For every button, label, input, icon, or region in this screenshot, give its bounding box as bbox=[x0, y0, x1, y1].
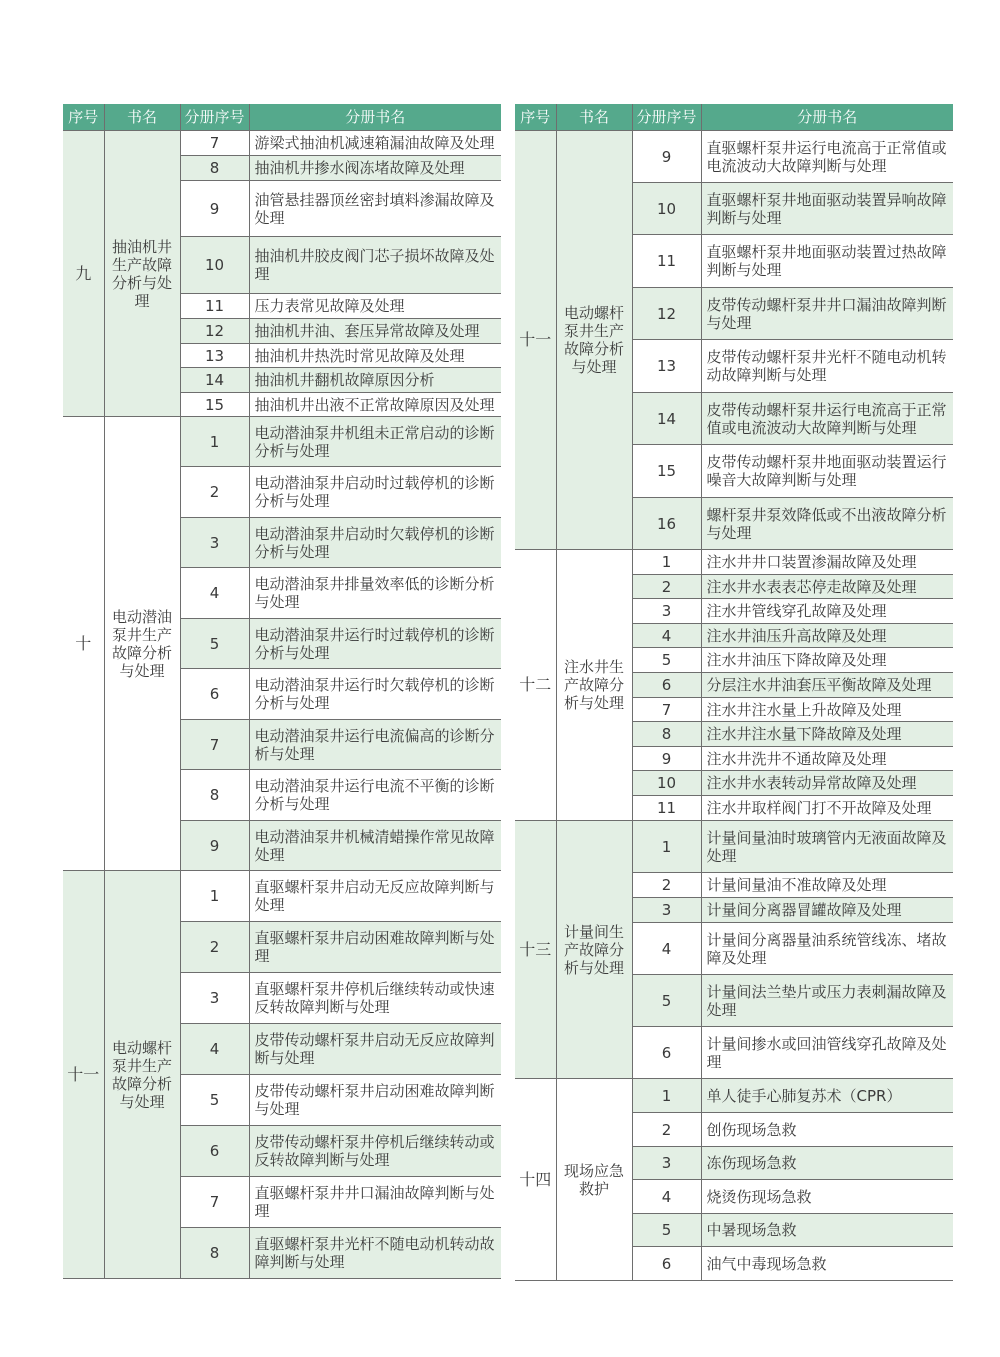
volume-title: 直驱螺杆泵井地面驱动装置异响故障判断与处理 bbox=[701, 183, 953, 235]
volume-number: 7 bbox=[180, 1177, 249, 1228]
volume-title: 中暑现场急救 bbox=[701, 1214, 953, 1247]
volume-title: 抽油机井翻机故障原因分析 bbox=[249, 368, 501, 393]
volume-title: 注水井注水量上升故障及处理 bbox=[701, 698, 953, 722]
volume-title: 直驱螺杆泵井启动困难故障判断与处理 bbox=[249, 922, 501, 973]
volume-title: 皮带传动螺杆泵井停机后继续转动或反转故障判断与处理 bbox=[249, 1126, 501, 1177]
volume-number: 14 bbox=[180, 368, 249, 393]
volume-title: 螺杆泵井泵效降低或不出液故障分析与处理 bbox=[701, 498, 953, 550]
table-row bbox=[63, 131, 501, 156]
volume-number: 10 bbox=[632, 183, 701, 235]
header-book-title: 书名 bbox=[556, 104, 632, 131]
group-book-title: 电动螺杆泵井生产故障分析与处理 bbox=[556, 131, 632, 550]
volume-title: 电动潜油泵井运行电流偏高的诊断分析与处理 bbox=[249, 720, 501, 770]
volume-number: 6 bbox=[632, 1027, 701, 1079]
volume-number: 1 bbox=[180, 871, 249, 922]
table-body bbox=[515, 131, 953, 1281]
volume-number: 11 bbox=[632, 235, 701, 288]
volume-title: 注水井注水量下降故障及处理 bbox=[701, 722, 953, 747]
volume-number: 3 bbox=[632, 898, 701, 923]
volume-title: 注水井油压下降故障及处理 bbox=[701, 648, 953, 673]
volume-title: 计量间分离器量油系统管线冻、堵故障及处理 bbox=[701, 923, 953, 975]
volume-number: 2 bbox=[180, 467, 249, 518]
volume-title: 注水井管线穿孔故障及处理 bbox=[701, 599, 953, 624]
volume-title: 油气中毒现场急救 bbox=[701, 1247, 953, 1281]
table-row bbox=[515, 1079, 953, 1113]
volume-title: 计量间量油不准故障及处理 bbox=[701, 873, 953, 898]
volume-title: 皮带传动螺杆泵井启动无反应故障判断与处理 bbox=[249, 1024, 501, 1075]
volume-number: 4 bbox=[632, 624, 701, 648]
volume-number: 4 bbox=[180, 1024, 249, 1075]
header-volume-title: 分册书名 bbox=[249, 104, 501, 131]
group-number: 九 bbox=[63, 131, 104, 417]
volume-title: 注水井洗井不通故障及处理 bbox=[701, 747, 953, 771]
volume-number: 4 bbox=[180, 568, 249, 619]
volume-number: 5 bbox=[180, 619, 249, 669]
table-row bbox=[63, 417, 501, 467]
group-book-title: 注水井生产故障分析与处理 bbox=[556, 550, 632, 821]
group-number: 十一 bbox=[515, 131, 556, 550]
volume-number: 5 bbox=[180, 1075, 249, 1126]
volume-title: 计量间分离器冒罐故障及处理 bbox=[701, 898, 953, 923]
volume-number: 12 bbox=[632, 288, 701, 340]
volume-number: 8 bbox=[632, 722, 701, 747]
volume-title: 直驱螺杆泵井井口漏油故障判断与处理 bbox=[249, 1177, 501, 1228]
header-number: 序号 bbox=[63, 104, 104, 131]
volume-title: 创伤现场急救 bbox=[701, 1113, 953, 1147]
volume-title: 皮带传动螺杆泵井地面驱动装置运行噪音大故障判断与处理 bbox=[701, 445, 953, 498]
volume-title: 抽油机井油、套压异常故障及处理 bbox=[249, 319, 501, 344]
volume-number: 9 bbox=[180, 821, 249, 871]
table-row bbox=[515, 550, 953, 575]
volume-title: 油管悬挂器顶丝密封填料渗漏故障及处理 bbox=[249, 181, 501, 237]
volume-title: 电动潜油泵井机械清蜡操作常见故障处理 bbox=[249, 821, 501, 871]
volume-title: 抽油机井胶皮阀门芯子损坏故障及处理 bbox=[249, 237, 501, 294]
volume-title: 电动潜油泵井启动时过载停机的诊断分析与处理 bbox=[249, 467, 501, 518]
group-number: 十四 bbox=[515, 1079, 556, 1281]
volume-title: 电动潜油泵井启动时欠载停机的诊断分析与处理 bbox=[249, 518, 501, 568]
volume-title: 皮带传动螺杆泵井运行电流高于正常值或电流波动大故障判断与处理 bbox=[701, 393, 953, 445]
group-number: 十三 bbox=[515, 821, 556, 1079]
volume-title: 注水井取样阀门打不开故障及处理 bbox=[701, 796, 953, 821]
volume-title: 压力表常见故障及处理 bbox=[249, 294, 501, 319]
volume-title: 皮带传动螺杆泵井井口漏油故障判断与处理 bbox=[701, 288, 953, 340]
volume-title: 抽油机井掺水阀冻堵故障及处理 bbox=[249, 156, 501, 181]
volume-number: 6 bbox=[180, 669, 249, 720]
header-volume-title: 分册书名 bbox=[701, 104, 953, 131]
volume-number: 13 bbox=[180, 344, 249, 368]
volume-number: 7 bbox=[180, 720, 249, 770]
volume-number: 15 bbox=[180, 393, 249, 417]
catalog-table-left bbox=[63, 104, 501, 1279]
header-volume-number: 分册序号 bbox=[180, 104, 249, 131]
volume-number: 3 bbox=[180, 973, 249, 1024]
volume-number: 7 bbox=[180, 131, 249, 156]
volume-number: 13 bbox=[632, 340, 701, 393]
volume-number: 1 bbox=[180, 417, 249, 467]
group-book-title: 现场应急救护 bbox=[556, 1079, 632, 1281]
group-book-title: 抽油机井生产故障分析与处理 bbox=[104, 131, 180, 417]
volume-number: 10 bbox=[632, 771, 701, 796]
volume-title: 注水井井口装置渗漏故障及处理 bbox=[701, 550, 953, 575]
volume-number: 14 bbox=[632, 393, 701, 445]
volume-title: 烧烫伤现场急救 bbox=[701, 1180, 953, 1214]
volume-number: 5 bbox=[632, 1214, 701, 1247]
volume-number: 1 bbox=[632, 1079, 701, 1113]
group-number: 十一 bbox=[63, 871, 104, 1279]
volume-number: 8 bbox=[180, 156, 249, 181]
volume-number: 6 bbox=[632, 673, 701, 698]
volume-title: 分层注水井油套压平衡故障及处理 bbox=[701, 673, 953, 698]
volume-title: 注水井水表转动异常故障及处理 bbox=[701, 771, 953, 796]
volume-title: 抽油机井热洗时常见故障及处理 bbox=[249, 344, 501, 368]
volume-title: 计量间法兰垫片或压力表刺漏故障及处理 bbox=[701, 975, 953, 1027]
volume-title: 注水井油压升高故障及处理 bbox=[701, 624, 953, 648]
volume-number: 16 bbox=[632, 498, 701, 550]
header-row bbox=[515, 104, 953, 131]
volume-number: 8 bbox=[180, 1228, 249, 1279]
volume-number: 2 bbox=[632, 873, 701, 898]
volume-number: 6 bbox=[180, 1126, 249, 1177]
volume-title: 皮带传动螺杆泵井启动困难故障判断与处理 bbox=[249, 1075, 501, 1126]
volume-title: 计量间掺水或回油管线穿孔故障及处理 bbox=[701, 1027, 953, 1079]
group-book-title: 计量间生产故障分析与处理 bbox=[556, 821, 632, 1079]
volume-number: 8 bbox=[180, 770, 249, 821]
volume-title: 电动潜油泵井运行电流不平衡的诊断分析与处理 bbox=[249, 770, 501, 821]
volume-title: 直驱螺杆泵井地面驱动装置过热故障判断与处理 bbox=[701, 235, 953, 288]
volume-number: 2 bbox=[632, 575, 701, 599]
volume-number: 4 bbox=[632, 923, 701, 975]
volume-title: 电动潜油泵井运行时过载停机的诊断分析与处理 bbox=[249, 619, 501, 669]
volume-number: 15 bbox=[632, 445, 701, 498]
header-book-title: 书名 bbox=[104, 104, 180, 131]
volume-number: 7 bbox=[632, 698, 701, 722]
volume-title: 单人徒手心肺复苏术（CPR） bbox=[701, 1079, 953, 1113]
volume-title: 注水井水表表芯停走故障及处理 bbox=[701, 575, 953, 599]
volume-title: 抽油机井出液不正常故障原因及处理 bbox=[249, 393, 501, 417]
volume-number: 2 bbox=[632, 1113, 701, 1147]
group-number: 十 bbox=[63, 417, 104, 871]
volume-title: 电动潜油泵井排量效率低的诊断分析与处理 bbox=[249, 568, 501, 619]
volume-number: 11 bbox=[180, 294, 249, 319]
volume-number: 10 bbox=[180, 237, 249, 294]
volume-number: 3 bbox=[180, 518, 249, 568]
group-book-title: 电动螺杆泵井生产故障分析与处理 bbox=[104, 871, 180, 1279]
header-row bbox=[63, 104, 501, 131]
table-row bbox=[63, 871, 501, 922]
volume-number: 1 bbox=[632, 821, 701, 873]
volume-number: 11 bbox=[632, 796, 701, 821]
volume-title: 冻伤现场急救 bbox=[701, 1147, 953, 1180]
volume-number: 9 bbox=[632, 131, 701, 183]
table-body bbox=[63, 131, 501, 1279]
volume-number: 9 bbox=[180, 181, 249, 237]
group-book-title: 电动潜油泵井生产故障分析与处理 bbox=[104, 417, 180, 871]
volume-number: 9 bbox=[632, 747, 701, 771]
volume-title: 皮带传动螺杆泵井光杆不随电动机转动故障判断与处理 bbox=[701, 340, 953, 393]
volume-number: 3 bbox=[632, 599, 701, 624]
table-row bbox=[515, 131, 953, 183]
volume-number: 2 bbox=[180, 922, 249, 973]
volume-number: 5 bbox=[632, 648, 701, 673]
volume-title: 电动潜油泵井运行时欠载停机的诊断分析与处理 bbox=[249, 669, 501, 720]
volume-number: 6 bbox=[632, 1247, 701, 1281]
volume-number: 3 bbox=[632, 1147, 701, 1180]
volume-title: 直驱螺杆泵井光杆不随电动机转动故障判断与处理 bbox=[249, 1228, 501, 1279]
volume-title: 直驱螺杆泵井启动无反应故障判断与处理 bbox=[249, 871, 501, 922]
volume-number: 1 bbox=[632, 550, 701, 575]
volume-number: 5 bbox=[632, 975, 701, 1027]
table-row bbox=[515, 821, 953, 873]
catalog-table-right bbox=[515, 104, 953, 1281]
header-number: 序号 bbox=[515, 104, 556, 131]
volume-number: 12 bbox=[180, 319, 249, 344]
header-volume-number: 分册序号 bbox=[632, 104, 701, 131]
volume-title: 直驱螺杆泵井运行电流高于正常值或电流波动大故障判断与处理 bbox=[701, 131, 953, 183]
volume-number: 4 bbox=[632, 1180, 701, 1214]
volume-title: 直驱螺杆泵井停机后继续转动或快速反转故障判断与处理 bbox=[249, 973, 501, 1024]
volume-title: 计量间量油时玻璃管内无液面故障及处理 bbox=[701, 821, 953, 873]
group-number: 十二 bbox=[515, 550, 556, 821]
volume-title: 电动潜油泵井机组未正常启动的诊断分析与处理 bbox=[249, 417, 501, 467]
volume-title: 游梁式抽油机减速箱漏油故障及处理 bbox=[249, 131, 501, 156]
